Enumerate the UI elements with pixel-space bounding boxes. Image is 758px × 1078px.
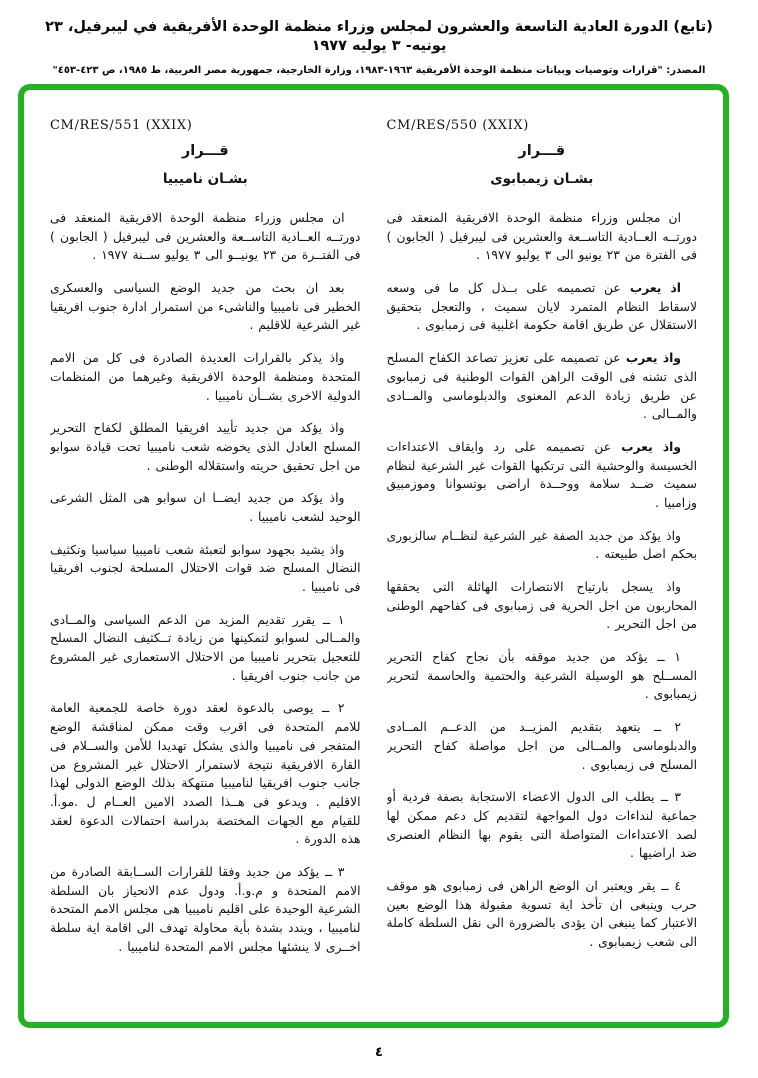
paragraph-text: ٤ ــ يقر ويعتبر ان الوضع الراهن فى زمبابوى هو موقف حرب وينبغى ان تأخذ اية تسوية مقبولة هذا الوضع بعين الاعتبار كما ينبغى ان يؤدى بالضرورة الى نقل السلطة كاملة الى شعب زيمبابوى . bbox=[386, 878, 697, 949]
paragraph bbox=[387, 349, 698, 424]
paragraph-text: ١ ــ يقرر تقديم المزيد من الدعم السياسى والمــادى والمــالى لسوابو لتمكينها من زيادة تــكثيف النضال المسلح للتعجيل بتحرير ناميبيا من الاحتلال الاستعمارى غير المشروع من جانب جنوب افريقيا . bbox=[50, 612, 361, 683]
session-title: (تابع) الدورة العادية التاسعة والعشرون لمجلس وزراء منظمة الوحدة الأفريقية في ليبرفيل، ٢٣ يونيه- ٣ يوليه ١٩٧٧ bbox=[45, 19, 713, 54]
paragraph-text: واذ يشيد بجهود سوابو لتعبئة شعب ناميبيا سياسيا وتكثيف النضال المسلح ضد قوات الاحتلال المسلحة لجنوب افريقيا فى ناميبيا . bbox=[50, 542, 361, 594]
green-border-frame bbox=[18, 84, 729, 1028]
paragraph-text: عن تصميمه على بــذل كل ما فى وسعه لاسقاط النظام المتمرد لايان سميث ، والتعجل بتحقيق الاستقلال عن طريق اقامة حكومة اغلبية فى زمبابوى . bbox=[386, 281, 697, 333]
paragraph-lead: اذ يعرب bbox=[629, 281, 682, 296]
numbered-item-1 bbox=[387, 648, 698, 704]
page-number: ٤ bbox=[375, 1045, 383, 1060]
resolution-title: قـــرار bbox=[181, 143, 229, 159]
paragraph bbox=[50, 209, 361, 265]
paragraph-text: بعد ان بحث من جديد الوضع السياسى والعسكرى الخطير فى ناميبيا والناشىء من استمرار ادارة جنوب افريقيا غير الشرعية للاقليم . bbox=[50, 281, 361, 333]
paragraph bbox=[387, 578, 698, 634]
paragraph-text: واذ يذكر بالقرارات العديدة الصادرة فى كل من الامم المتحدة ومنظمة الوحدة الافريقية وغيرهما من المنظمات الدولية الاخرى بشــأن ناميبيا . bbox=[50, 351, 361, 403]
paragraph-text: عن تصميمه على تعزيز تصاعد الكفاح المسلح الذى تشنه فى الوقت الراهن القوات الوطنية فى زمبابوى عن طريق زيادة الدعم المعنوى والدبلوماسى والمــادى والمــالى . bbox=[386, 351, 697, 422]
paragraph bbox=[50, 541, 361, 597]
paragraph-text: واذ يسجل بارتياح الانتصارات الهائلة التى يحققها المحاربون من اجل الحرية فى زمبابوى فى كفاحهم الوطنى من اجل التحرير . bbox=[386, 580, 697, 632]
resolution-subtitle-zimbabwe: بشـان زيمبابوى bbox=[490, 171, 594, 187]
paragraph-text: واذ يؤكد من جديد الصفة غير الشرعية لنظــام سالزبورى بحكم اصل طبيعته . bbox=[386, 528, 697, 562]
paragraph bbox=[50, 489, 361, 526]
numbered-item-1 bbox=[50, 611, 361, 686]
resolution-zimbabwe-column bbox=[387, 114, 698, 1012]
numbered-item-3 bbox=[387, 788, 698, 863]
document-header bbox=[0, 0, 758, 76]
paragraph bbox=[387, 438, 698, 513]
paragraph bbox=[50, 419, 361, 475]
paragraph-text: ٢ ــ يوصى بالدعوة لعقد دورة خاصة للجمعية العامة للامم المتحدة فى اقرب وقت ممكن لمناقشة الوضع المتفجر فى ناميبيا والذى يشكل تهديدا للأمن والســلام فى القارة الافريقية نتيجة لاستمرار الاحتلال غير المشروع من جانب جنوب افريقيا لناميبيا منتهكة بذلك الوضع الدولى لهذا الاقليم . ويدعو فى هــذا الصدد الامين العــام ل .مو.أ. للقيام مع الجهات المختصة بدراسة احتمالات الدعوة لعقد هذه الدورة . bbox=[50, 701, 361, 847]
two-column-layout bbox=[50, 114, 697, 1012]
paragraph-lead: واذ يعرب bbox=[621, 439, 681, 454]
paragraph-text: واذ يؤكد من جديد تأييد افريقيا المطلق لكفاح التحرير المسلح العادل الذى يخوضه شعب ناميبيا تحت قيادة سوابو من اجل تحقيق حريته واستقلاله الوطنى . bbox=[50, 421, 361, 473]
paragraph-text: ان مجلس وزراء منظمة الوحدة الافريقية المنعقد فى دورتــه العــادية التاســعة والعشرين فى ليبرفيل ( الجابون ) فى الفتــرة من ٢٣ يونيــو الى ٣ يوليو ســنة ١٩٧٧ . bbox=[50, 211, 361, 263]
paragraph-lead: واذ يعرب bbox=[625, 351, 682, 366]
resolution-namibia-column bbox=[50, 114, 361, 1012]
paragraph bbox=[387, 279, 698, 335]
paragraph-text: ١ ــ يؤكد من جديد موقفه بأن نجاح كفاح التحرير المســلح هو الوسيلة الشرعية والحتمية والحاسمة لتحرير زيمبابوى . bbox=[386, 650, 697, 702]
paragraph bbox=[50, 349, 361, 405]
paragraph-text: ٣ ــ يطلب الى الدول الاعضاء الاستجابة بصفة فردية أو جماعية لنداءات دول المواجهة لتقديم كل دعم ممكن لها لصد الاعتداءات المتواصلة التى يقوم بها النظام العنصرى ضد اراضيها . bbox=[386, 790, 697, 861]
paragraph-text: واذ يؤكد من جديد ايضــا ان سوابو هى المثل الشرعى الوحيد لشعب ناميبيا . bbox=[50, 491, 361, 524]
resolution-ref-550: CM/RES/550 (XXIX) bbox=[386, 118, 529, 133]
numbered-item-2 bbox=[50, 699, 361, 849]
resolution-title: قـــرار bbox=[518, 143, 566, 159]
resolution-subtitle-namibia: بشـان ناميبيا bbox=[162, 171, 248, 187]
resolution-ref-551: CM/RES/551 (XXIX) bbox=[50, 118, 193, 133]
source-citation: المصدر: "قرارات وتوصيات وبيانات منظمة الوحدة الأفريقية ١٩٦٣-١٩٨٣، وزارة الخارجية، جمهورية مصر العربية، ط ١٩٨٥، ص ٤٢٣-٤٥٣" bbox=[52, 64, 706, 76]
paragraph bbox=[387, 527, 698, 564]
paragraph-text: ان مجلس وزراء منظمة الوحدة الافريقية المنعقد فى دورتــه العــادية التاســعة والعشرين فى ليبرفيل ( الجابون ) فى الفترة من ٢٣ يونيو الى ٣ يوليو ١٩٧٧ . bbox=[386, 211, 697, 263]
numbered-item-2 bbox=[387, 718, 698, 774]
paragraph-text: عن تصميمه على رد وايقاف الاعتداءات الخسيسة والوحشية التى ترتكبها القوات غير الشرعية لنظام سميث ضــد سلامة ووحــدة اراضى بوتسوانا وموزمبيق وزامبيا . bbox=[386, 439, 697, 510]
paragraph-text: ٢ ــ يتعهد بتقديم المزيــد من الدعــم المــادى والدبلوماسى والمــالى من اجل مواصلة كفاح التحرير المسلح فى زيمبابوى . bbox=[386, 720, 697, 772]
numbered-item-3 bbox=[50, 863, 361, 956]
paragraph-text: ٣ ــ يؤكد من جديد وفقا للقرارات الســابقة الصادرة من الامم المتحدة و م.و.أ. ودول عدم الانحياز بان السلطة الشرعية الوحيدة على اقليم ناميبيا هى مجلس الامم المتحدة لناميبيا ، ويندد بشدة بأية محاولة تهدف الى اقامة اية سلطة اخــرى لا ينشئها مجلس الامم المتحدة لناميبيا . bbox=[50, 864, 361, 954]
paragraph bbox=[387, 209, 698, 265]
paragraph bbox=[50, 279, 361, 335]
numbered-item-4 bbox=[387, 877, 698, 952]
